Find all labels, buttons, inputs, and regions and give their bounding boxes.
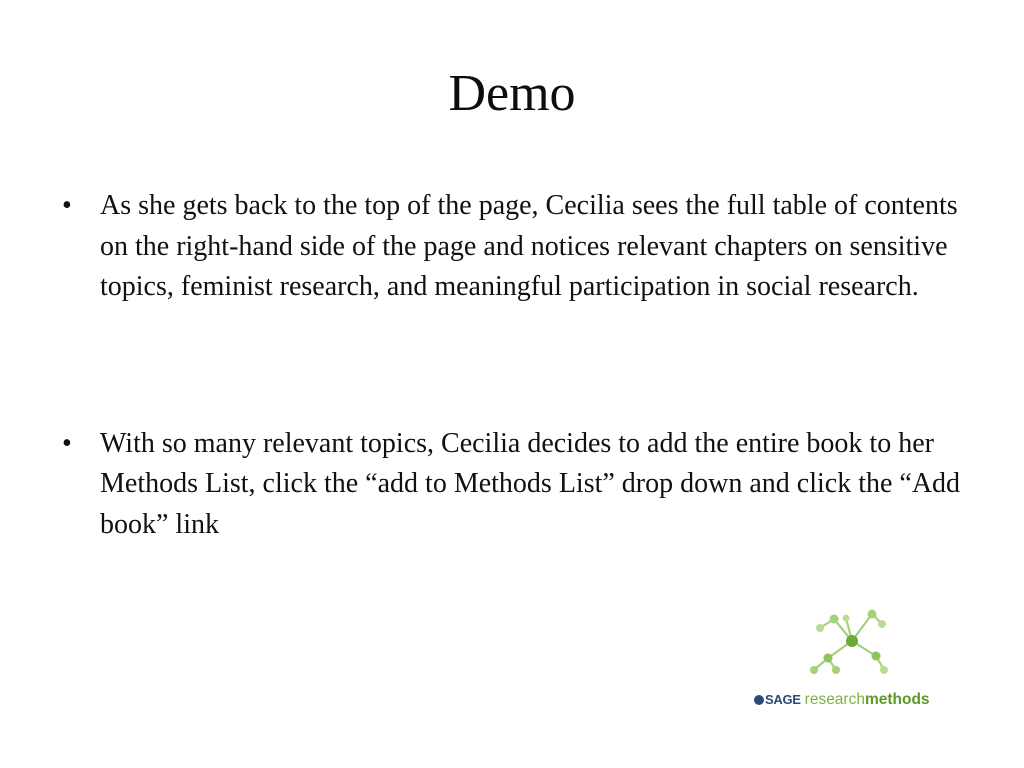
slide-title: Demo — [448, 65, 576, 122]
bullet-list — [62, 186, 972, 545]
logo-product-light: research — [804, 691, 865, 708]
molecule-network-icon — [806, 604, 890, 680]
bullet-item — [62, 424, 972, 546]
sage-research-methods-logo — [750, 604, 950, 716]
bullet-marker: • — [62, 190, 72, 221]
bullet-text: As she gets back to the top of the page, Cecilia sees the full table of contents on the right-hand side of the page and notices relevant chapters on sensitive topics, feminist research, and meaningful participation in social research. — [100, 190, 958, 302]
logo-publisher: SAGE — [765, 692, 801, 707]
logo-product-bold: methods — [864, 691, 930, 708]
bullet-item — [62, 186, 972, 308]
logo-wordmark — [754, 690, 930, 710]
bullet-marker: • — [62, 427, 72, 459]
sage-circle-icon — [754, 695, 764, 705]
bullet-text: With so many relevant topics, Cecilia decides to add the entire book to her Methods List, click the “add to Methods List” drop down and click the “Add book” link — [100, 427, 961, 540]
